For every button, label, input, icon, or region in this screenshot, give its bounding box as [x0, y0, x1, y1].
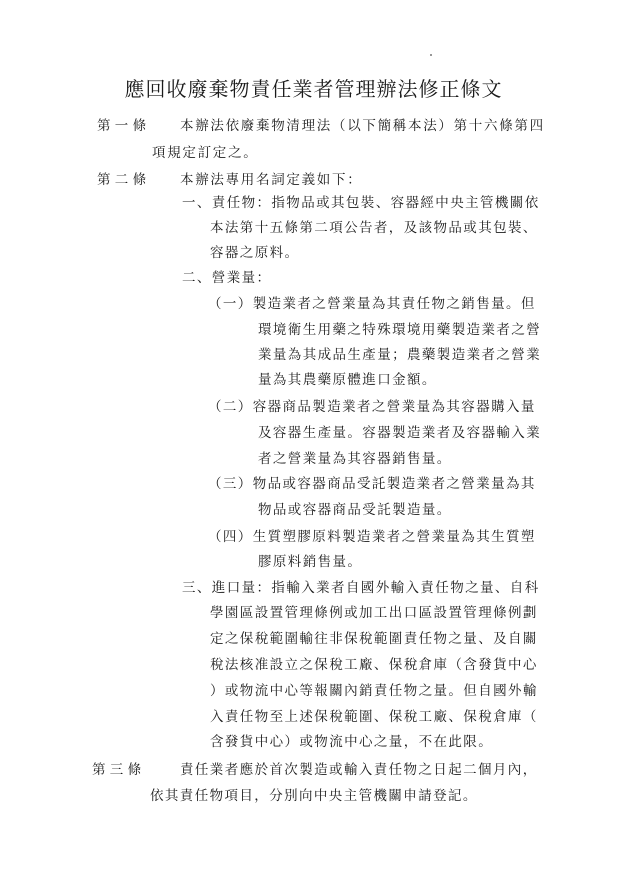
definition-2-heading: 二、營業量：	[182, 270, 272, 286]
definition-2-sub-1-line: 環境衛生用藥之特殊環境用藥製造業者之營	[258, 322, 542, 338]
article-2-intro: 本辦法專用名詞定義如下：	[180, 172, 363, 188]
definition-2-sub-3-line: 物品或容器商品受託製造量。	[258, 502, 452, 518]
definition-2-sub-4-line: （四）生質塑膠原料製造業者之營業量為其生質塑	[208, 529, 536, 545]
definition-3-line: 入責任物至上述保稅範圍、保稅工廠、保稅倉庫（	[210, 709, 538, 725]
definition-2-sub-1-line: 量為其農藥原體進口金額。	[258, 372, 437, 388]
article-1-text-line: 項規定訂定之。	[152, 145, 259, 161]
definition-2-sub-1-line: （一）製造業者之營業量為其責任物之銷售量。但	[208, 296, 536, 312]
article-2-label: 第 二 條	[97, 172, 147, 188]
definition-3-line: 稅法核准設立之保稅工廠、保稅倉庫（含發貨中心	[210, 657, 538, 673]
article-3-label: 第 三 條	[92, 762, 142, 778]
definition-2-sub-2-line: 及容器生產量。容器製造業者及容器輸入業	[258, 425, 542, 441]
definition-1-line: 本法第十五條第二項公告者，及該物品或其包裝、	[210, 220, 538, 236]
article-1-label: 第 一 條	[97, 118, 147, 134]
definition-3-line: 學園區設置管理條例或加工出口區設置管理條例劃	[210, 605, 538, 621]
definition-1-line: 容器之原料。	[210, 245, 300, 261]
definition-2-sub-3-line: （三）物品或容器商品受託製造業者之營業量為其	[208, 476, 536, 492]
document-title: 應回收廢棄物責任業者管理辦法修正條文	[124, 77, 503, 101]
scan-speck	[430, 54, 432, 56]
article-3-text-line: 責任業者應於首次製造或輸入責任物之日起二個月內，	[180, 762, 538, 778]
article-1-text-line: 本辦法依廢棄物清理法（以下簡稱本法）第十六條第四	[180, 118, 545, 134]
definition-3-line: 三、進口量：指輸入業者自國外輸入責任物之量、自科	[182, 580, 540, 596]
definition-3-line: ）或物流中心等報關內銷責任物之量。但自國外輸	[210, 683, 538, 699]
definition-2-sub-2-line: 者之營業量為其容器銷售量。	[258, 451, 452, 467]
definition-1-line: 一、責任物：指物品或其包裝、容器經中央主管機關依	[182, 195, 540, 211]
definition-3-line: 定之保稅範圍輸往非保稅範圍責任物之量、及自關	[210, 631, 538, 647]
definition-2-sub-1-line: 業量為其成品生產量；農藥製造業者之營業	[258, 347, 542, 363]
definition-3-line: 含發貨中心）或物流中心之量，不在此限。	[210, 734, 494, 750]
definition-2-sub-2-line: （二）容器商品製造業者之營業量為其容器購入量	[208, 399, 536, 415]
definition-2-sub-4-line: 膠原料銷售量。	[258, 554, 363, 570]
article-3-text-line: 依其責任物項目，分別向中央主管機關申請登記。	[150, 788, 478, 804]
